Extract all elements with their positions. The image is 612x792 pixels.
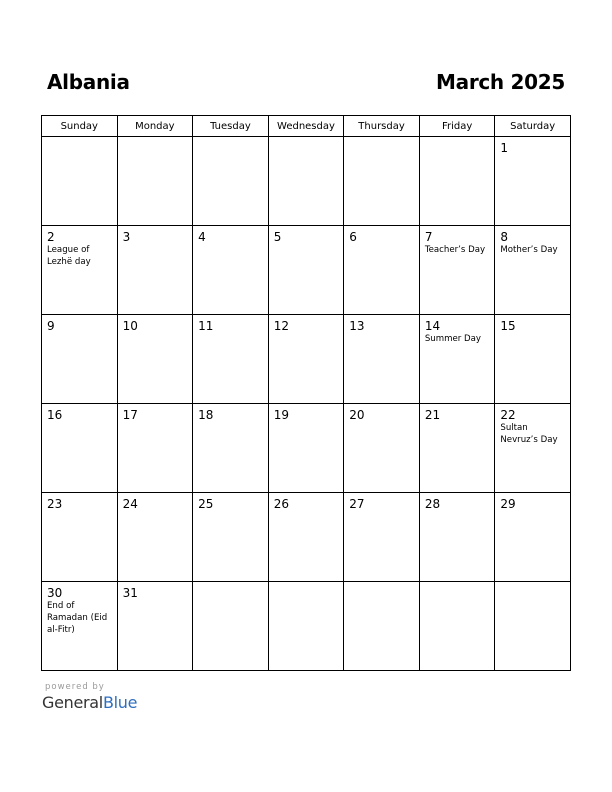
day-number: 31 bbox=[122, 586, 138, 600]
day-cell-content bbox=[495, 137, 570, 221]
day-cell-content bbox=[118, 315, 193, 399]
calendar-grid bbox=[41, 115, 571, 671]
day-number: 14 bbox=[424, 319, 441, 333]
day-cell-content bbox=[42, 226, 117, 310]
powered-by-label: powered by bbox=[45, 682, 105, 692]
day-cell-content bbox=[420, 404, 495, 488]
day-cell[interactable] bbox=[42, 493, 118, 582]
weekday-header: Monday bbox=[117, 116, 193, 137]
week-row bbox=[42, 137, 571, 226]
day-cell[interactable] bbox=[495, 493, 571, 582]
day-cell[interactable] bbox=[117, 315, 193, 404]
empty-day-cell bbox=[268, 137, 344, 226]
holiday-label: Teacher’s Day bbox=[424, 245, 486, 255]
day-cell-content bbox=[42, 315, 117, 399]
day-number: 23 bbox=[47, 497, 63, 511]
day-cell-content bbox=[118, 493, 193, 577]
day-cell[interactable] bbox=[495, 404, 571, 493]
day-cell-content bbox=[344, 315, 419, 399]
day-number: 8 bbox=[500, 230, 509, 244]
holiday-label: End of Ramadan (Eid al-Fitr) bbox=[47, 601, 108, 635]
day-cell[interactable] bbox=[344, 226, 420, 315]
day-cell-content bbox=[269, 137, 344, 221]
week-row bbox=[42, 493, 571, 582]
day-cell-content bbox=[420, 493, 495, 577]
day-cell[interactable] bbox=[419, 315, 495, 404]
empty-day-cell bbox=[419, 582, 495, 671]
day-cell-content bbox=[344, 137, 419, 221]
brand-general-text: General bbox=[42, 693, 103, 712]
day-cell[interactable] bbox=[117, 226, 193, 315]
day-cell-content bbox=[495, 493, 570, 577]
empty-day-cell bbox=[117, 137, 193, 226]
day-cell-content bbox=[495, 315, 570, 399]
day-cell[interactable] bbox=[117, 493, 193, 582]
empty-day-cell bbox=[193, 582, 269, 671]
empty-day-cell bbox=[344, 137, 420, 226]
country-title: Albania bbox=[47, 70, 130, 94]
weekday-header: Thursday bbox=[344, 116, 420, 137]
day-cell-content bbox=[269, 582, 344, 666]
day-cell-content bbox=[420, 582, 495, 666]
day-cell-content bbox=[42, 493, 117, 577]
day-number: 29 bbox=[500, 497, 516, 511]
day-cell[interactable] bbox=[495, 315, 571, 404]
day-number: 26 bbox=[273, 497, 289, 511]
day-cell-content bbox=[344, 493, 419, 577]
day-cell-content bbox=[495, 582, 570, 666]
day-cell-content bbox=[420, 137, 495, 221]
day-cell-content bbox=[269, 315, 344, 399]
day-number: 19 bbox=[273, 408, 289, 422]
day-cell-content bbox=[118, 582, 193, 666]
day-number: 9 bbox=[47, 319, 55, 333]
day-cell-content bbox=[495, 404, 570, 488]
day-cell[interactable] bbox=[344, 404, 420, 493]
day-number: 16 bbox=[47, 408, 63, 422]
day-cell[interactable] bbox=[344, 493, 420, 582]
empty-day-cell bbox=[193, 137, 269, 226]
day-cell-content bbox=[118, 137, 193, 221]
day-cell[interactable] bbox=[42, 404, 118, 493]
day-cell-content bbox=[118, 226, 193, 310]
weekday-header-row bbox=[42, 116, 571, 137]
day-cell[interactable] bbox=[42, 226, 118, 315]
day-number: 10 bbox=[122, 319, 138, 333]
week-row bbox=[42, 315, 571, 404]
empty-day-cell bbox=[344, 582, 420, 671]
day-cell-content bbox=[420, 315, 495, 399]
day-cell-content bbox=[344, 404, 419, 488]
day-cell[interactable] bbox=[268, 404, 344, 493]
day-cell[interactable] bbox=[193, 404, 269, 493]
day-number: 25 bbox=[198, 497, 214, 511]
day-cell[interactable] bbox=[193, 315, 269, 404]
day-number: 3 bbox=[122, 230, 131, 244]
day-number: 11 bbox=[198, 319, 214, 333]
weekday-header: Sunday bbox=[42, 116, 118, 137]
day-cell[interactable] bbox=[495, 226, 571, 315]
day-number: 22 bbox=[500, 408, 516, 422]
day-cell-content bbox=[42, 582, 117, 666]
day-number: 6 bbox=[349, 230, 357, 244]
day-cell[interactable] bbox=[193, 493, 269, 582]
day-cell-content bbox=[193, 582, 268, 666]
day-cell-content bbox=[495, 226, 570, 310]
brand-blue-text: Blue bbox=[102, 693, 138, 712]
day-cell-content bbox=[269, 226, 344, 310]
day-cell[interactable] bbox=[419, 226, 495, 315]
day-cell-content bbox=[42, 137, 117, 221]
weekday-header: Tuesday bbox=[193, 116, 269, 137]
holiday-label: League of Lezhë day bbox=[47, 245, 91, 267]
day-number: 17 bbox=[122, 408, 138, 422]
footer-branding bbox=[42, 682, 137, 712]
holiday-label: Summer Day bbox=[424, 334, 481, 344]
day-cell-content bbox=[193, 226, 268, 310]
day-cell[interactable] bbox=[117, 404, 193, 493]
day-cell-content bbox=[42, 404, 117, 488]
day-cell[interactable] bbox=[42, 582, 118, 671]
day-cell[interactable] bbox=[344, 315, 420, 404]
week-row bbox=[42, 582, 571, 671]
day-cell[interactable] bbox=[268, 493, 344, 582]
day-cell-content bbox=[193, 493, 268, 577]
day-number: 4 bbox=[198, 230, 206, 244]
day-number: 13 bbox=[349, 319, 365, 333]
day-number: 30 bbox=[47, 586, 63, 600]
calendar-body bbox=[42, 137, 571, 671]
week-row bbox=[42, 226, 571, 315]
day-cell-content bbox=[344, 582, 419, 666]
day-number: 20 bbox=[349, 408, 365, 422]
month-year-title: March 2025 bbox=[436, 70, 565, 94]
empty-day-cell bbox=[419, 137, 495, 226]
day-cell[interactable] bbox=[495, 137, 571, 226]
weekday-header: Friday bbox=[419, 116, 495, 137]
empty-day-cell bbox=[268, 582, 344, 671]
week-row bbox=[42, 404, 571, 493]
empty-day-cell bbox=[42, 137, 118, 226]
day-number: 21 bbox=[424, 408, 441, 422]
day-cell[interactable] bbox=[419, 404, 495, 493]
day-number: 18 bbox=[198, 408, 214, 422]
day-cell-content bbox=[193, 404, 268, 488]
weekday-header: Saturday bbox=[495, 116, 571, 137]
day-cell[interactable] bbox=[419, 493, 495, 582]
holiday-label: Sultan Nevruz’s Day bbox=[500, 423, 558, 445]
day-cell-content bbox=[269, 493, 344, 577]
day-cell-content bbox=[193, 137, 268, 221]
brand-logo[interactable] bbox=[42, 693, 137, 712]
weekday-header: Wednesday bbox=[268, 116, 344, 137]
day-cell[interactable] bbox=[42, 315, 118, 404]
day-number: 27 bbox=[349, 497, 365, 511]
empty-day-cell bbox=[495, 582, 571, 671]
day-cell-content bbox=[193, 315, 268, 399]
day-number: 1 bbox=[500, 141, 509, 155]
day-number: 7 bbox=[424, 230, 433, 244]
day-cell-content bbox=[420, 226, 495, 310]
day-number: 2 bbox=[47, 230, 55, 244]
day-cell[interactable] bbox=[268, 226, 344, 315]
day-number: 24 bbox=[122, 497, 138, 511]
day-number: 28 bbox=[424, 497, 441, 511]
holiday-label: Mother’s Day bbox=[500, 245, 558, 255]
day-cell[interactable] bbox=[117, 582, 193, 671]
day-cell[interactable] bbox=[193, 226, 269, 315]
day-cell[interactable] bbox=[268, 315, 344, 404]
day-number: 12 bbox=[273, 319, 289, 333]
day-number: 5 bbox=[273, 230, 282, 244]
day-cell-content bbox=[118, 404, 193, 488]
day-number: 15 bbox=[500, 319, 516, 333]
day-cell-content bbox=[269, 404, 344, 488]
day-cell-content bbox=[344, 226, 419, 310]
